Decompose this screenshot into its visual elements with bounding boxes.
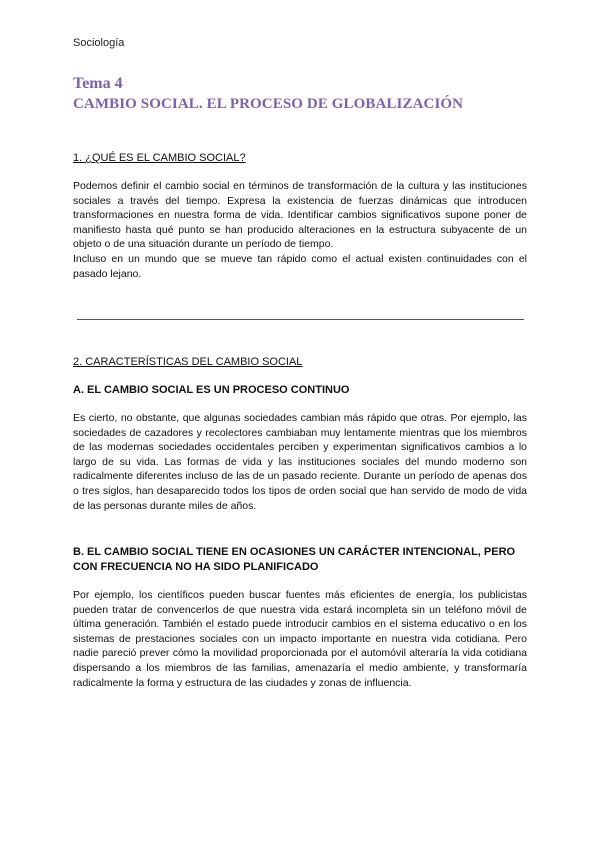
page-header: Sociología	[73, 37, 125, 49]
subsection-a-heading: A. EL CAMBIO SOCIAL ES UN PROCESO CONTINUO	[73, 384, 350, 396]
section-divider	[77, 319, 524, 320]
subsection-b-heading: B. EL CAMBIO SOCIAL TIENE EN OCASIONES UN CARÁCTER INTENCIONAL, PERO CON FRECUENCIA NO HA SIDO PLANIFICADO	[73, 546, 516, 573]
subsection-a-paragraph: Es cierto, no obstante, que algunas sociedades cambian más rápido que otras. Por ejemplo, las sociedades de cazadores y recolectores cambiaban muy lentamente mientras que los miembros de las modernas sociedades occidentales perciben y experimentan significativos cambios a lo largo de su vida. Las formas de vida y las instituciones sociales del mundo moderno son radicalmente diferentes incluso de las de un pasado reciente. Durante un período de apenas dos o tres siglos, han desaparecido todos los tipos de orden social que han servido de modo de vida de las personas durante miles de años.	[73, 412, 527, 512]
topic-number: Tema 4	[73, 75, 123, 92]
section-1-paragraph-2: Incluso en un mundo que se mueve tan rápido como el actual existen continuidades con el pasado lejano.	[73, 253, 527, 280]
section-1-heading: 1. ¿QUÉ ES EL CAMBIO SOCIAL?	[73, 152, 246, 164]
section-1-paragraph-1: Podemos definir el cambio social en términos de transformación de la cultura y las instituciones sociales a través del tiempo. Expresa la existencia de fuerzas dinámicas que introducen transformaciones en nuestra forma de vida. Identificar cambios significativos supone poner de manifiesto hasta qué punto se han producido alteraciones en la estructura subyacente de un objeto o de una situación durante un período de tiempo.	[73, 180, 527, 251]
section-2-heading: 2. CARACTERÍSTICAS DEL CAMBIO SOCIAL	[73, 356, 303, 368]
page-title: CAMBIO SOCIAL. EL PROCESO DE GLOBALIZACIÓN	[73, 96, 464, 112]
subsection-b-paragraph: Por ejemplo, los científicos pueden buscar fuentes más eficientes de energía, los publicistas pueden tratar de convencerlos de que nuestra vida estará incompleta sin un teléfono móvil de última generación. También el estado puede introducir cambios en el sistema educativo o en los sistemas de prestaciones sociales con un impacto importante en nuestra vida cotidiana. Pero nadie pareció prever cómo la movilidad proporcionada por el automóvil alteraría la vida cotidiana dispersando a los miembros de las familias, amenazaría el medio ambiente, y transformaría radicalmente la forma y estructura de las ciudades y zonas de influencia.	[73, 589, 527, 689]
